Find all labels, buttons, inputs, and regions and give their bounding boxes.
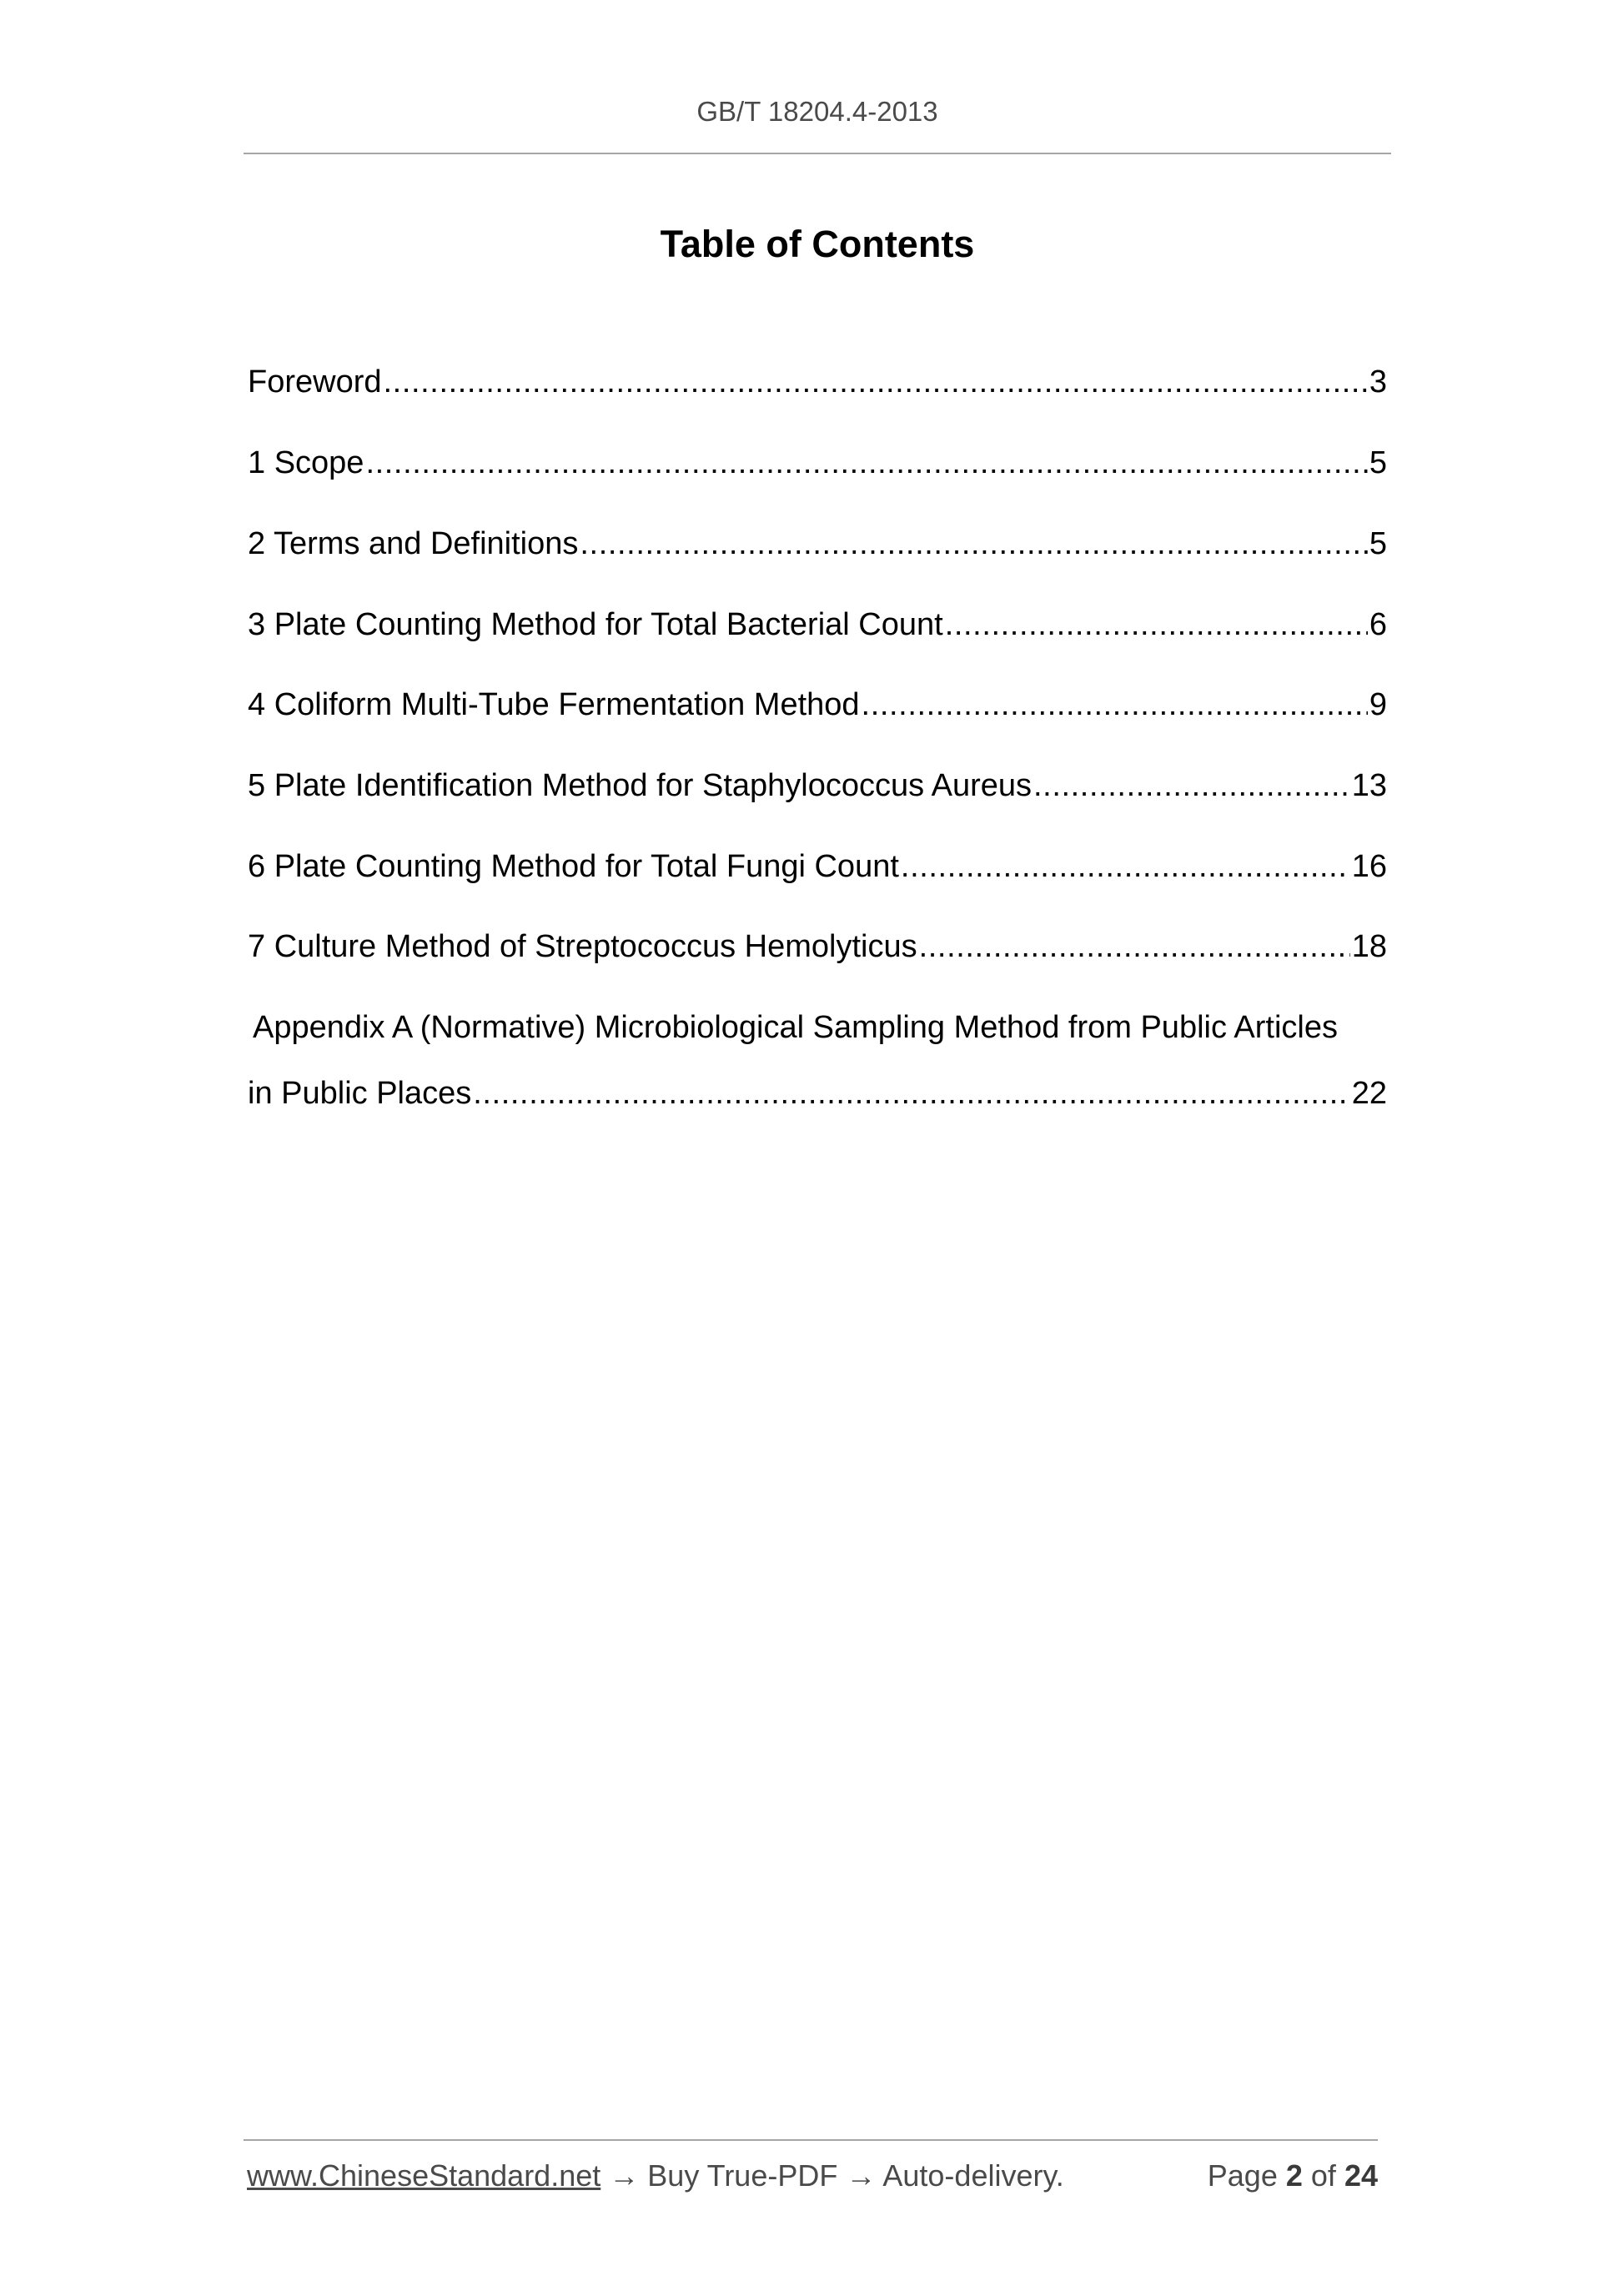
toc-dot-leader [473, 1074, 1349, 1113]
running-header: GB/T 18204.4-2013 [696, 96, 938, 127]
toc-entry-total-fungi-count[interactable] [248, 847, 1387, 886]
toc-title: Table of Contents [660, 223, 975, 265]
toc-dot-leader [580, 525, 1367, 563]
toc-entry-page: 5 [1369, 445, 1387, 480]
website-link[interactable]: www.ChineseStandard.net [247, 2158, 601, 2193]
toc-dot-leader [365, 444, 1367, 482]
toc-dot-leader [384, 363, 1368, 401]
toc-entry-label: 6 Plate Counting Method for Total Fungi Count [248, 849, 899, 884]
toc-dot-leader [901, 847, 1350, 886]
toc-appendix-a-line1[interactable]: Appendix A (Normative) Microbiological Sampling Method from Public Articles [253, 1010, 1338, 1045]
current-page-number: 2 [1285, 2158, 1303, 2193]
total-pages-number: 24 [1344, 2158, 1378, 2193]
toc-entry-page: 6 [1369, 607, 1387, 642]
toc-dot-leader [919, 927, 1350, 966]
toc-entry-label: 1 Scope [248, 445, 364, 480]
footer-promo [247, 2158, 1064, 2193]
toc-entry-page: 13 [1351, 768, 1387, 803]
toc-entry-page: 16 [1351, 849, 1387, 884]
toc-entry-label: 7 Culture Method of Streptococcus Hemolyticus [248, 929, 917, 964]
arrow-right-icon: → [609, 2158, 640, 2193]
toc-entry-label: 5 Plate Identification Method for Staphylococcus Aureus [248, 768, 1032, 803]
page-word: Page [1207, 2158, 1278, 2193]
footer-divider [244, 2139, 1378, 2141]
table-of-contents [248, 0, 1387, 1168]
auto-delivery-text: Auto-delivery. [882, 2158, 1064, 2193]
toc-entry-label: 4 Coliform Multi-Tube Fermentation Method [248, 687, 860, 722]
toc-entry-foreword[interactable] [248, 363, 1387, 401]
toc-entry-appendix-a[interactable] [248, 1074, 1387, 1113]
toc-entry-total-bacterial-count[interactable] [248, 605, 1387, 644]
arrow-right-icon: → [846, 2158, 877, 2193]
toc-entry-coliform-fermentation[interactable] [248, 686, 1387, 724]
toc-dot-leader [945, 605, 1368, 644]
toc-entry-scope[interactable] [248, 444, 1387, 482]
toc-entry-page: 5 [1369, 526, 1387, 561]
of-word: of [1310, 2158, 1336, 2193]
toc-entry-label: in Public Places [248, 1076, 472, 1111]
toc-entry-label: 3 Plate Counting Method for Total Bacterial Count [248, 607, 943, 642]
toc-dot-leader [1033, 766, 1350, 805]
page-indicator [1208, 2158, 1378, 2193]
buy-true-pdf-text: Buy True-PDF [647, 2158, 838, 2193]
toc-entry-page: 3 [1369, 364, 1387, 399]
toc-entry-label: 2 Terms and Definitions [248, 526, 579, 561]
toc-entry-label: Foreword [248, 364, 382, 399]
toc-entry-page: 18 [1351, 929, 1387, 964]
toc-entry-page: 22 [1351, 1076, 1387, 1111]
toc-entry-staphylococcus-aureus[interactable] [248, 766, 1387, 805]
toc-entry-streptococcus-hemolyticus[interactable] [248, 927, 1387, 966]
toc-entry-terms-and-definitions[interactable] [248, 525, 1387, 563]
toc-dot-leader [862, 686, 1368, 724]
toc-entry-page: 9 [1369, 687, 1387, 722]
